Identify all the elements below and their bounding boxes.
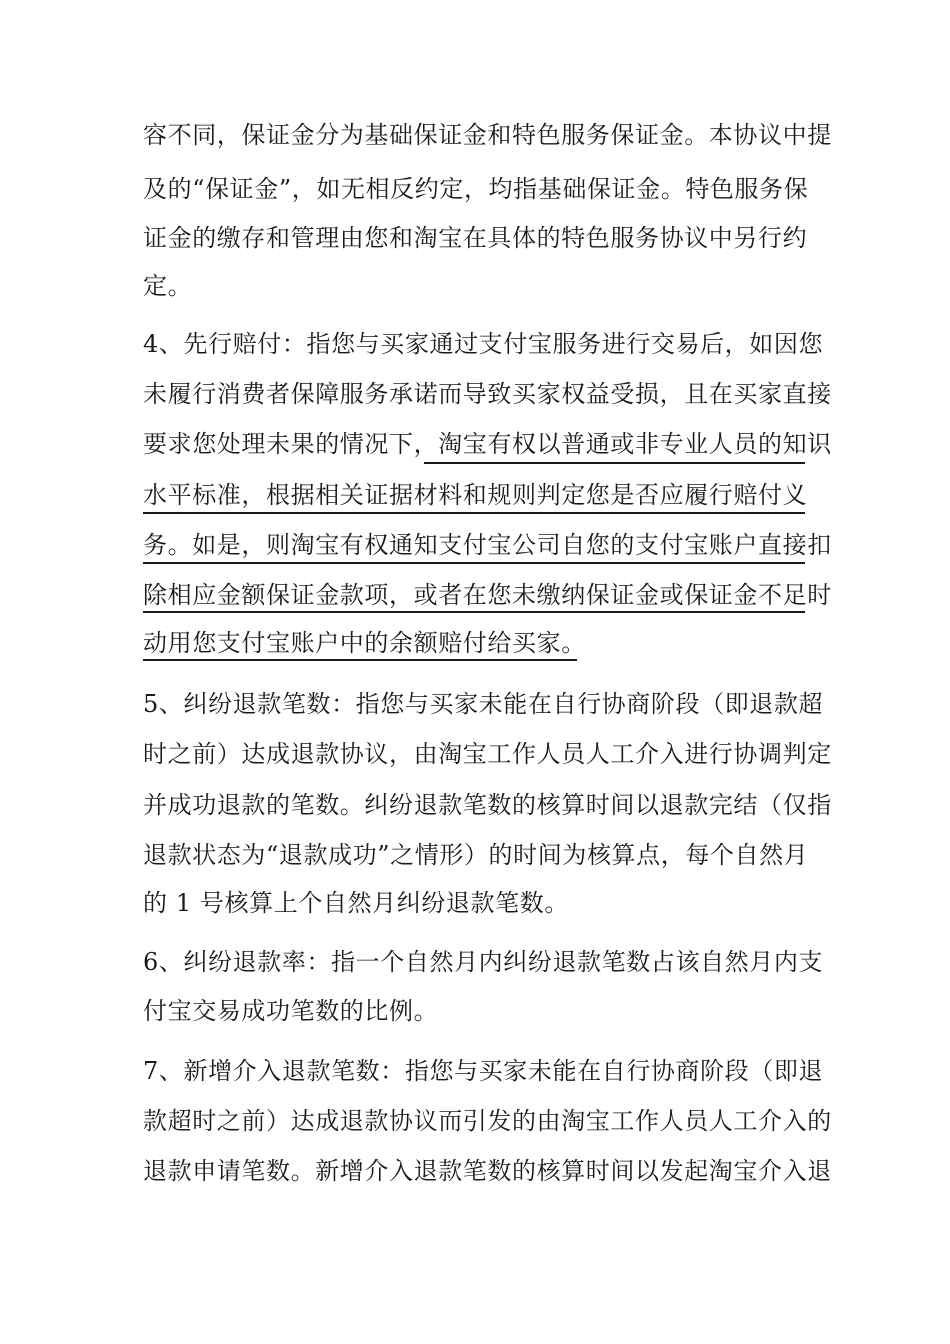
underline-rule bbox=[143, 659, 577, 661]
underline-rule bbox=[143, 512, 805, 514]
text-line: 及的“保证金”，如无相反约定，均指基础保证金。特色服务保 bbox=[143, 175, 809, 203]
text-line: 水平标准，根据相关证据材料和规则判定您是否应履行赔付义 bbox=[143, 481, 808, 509]
text-line: 要求您处理未果的情况下，淘宝有权以普通或非专业人员的知识 bbox=[143, 430, 832, 458]
text-line: 7、新增介入退款笔数：指您与买家未能在自行协商阶段（即退 bbox=[143, 1057, 824, 1085]
text-line: 证金的缴存和管理由您和淘宝在具体的特色服务协议中另行约 bbox=[143, 224, 808, 252]
underline-rule bbox=[424, 462, 805, 464]
text-line: 动用您支付宝账户中的余额赔付给买家。 bbox=[143, 629, 586, 657]
text-line: 付宝交易成功笔数的比例。 bbox=[143, 997, 439, 1025]
text-line: 4、先行赔付：指您与买家通过支付宝服务进行交易后，如因您 bbox=[143, 330, 824, 358]
underline-rule bbox=[143, 611, 805, 613]
text-line: 的 1 号核算上个自然月纠纷退款笔数。 bbox=[143, 889, 569, 917]
text-line: 退款申请笔数。新增介入退款笔数的核算时间以发起淘宝介入退 bbox=[143, 1157, 832, 1185]
text-line: 款超时之前）达成退款协议而引发的由淘宝工作人员人工介入的 bbox=[143, 1107, 832, 1135]
text-line: 6、纠纷退款率：指一个自然月内纠纷退款笔数占该自然月内支 bbox=[143, 948, 824, 976]
text-line: 并成功退款的笔数。纠纷退款笔数的核算时间以退款完结（仅指 bbox=[143, 791, 832, 819]
text-line: 退款状态为“退款成功”之情形）的时间为核算点，每个自然月 bbox=[143, 841, 809, 869]
text-line: 定。 bbox=[143, 272, 193, 300]
text-line: 未履行消费者保障服务承诺而导致买家权益受损，且在买家直接 bbox=[143, 380, 832, 408]
underline-rule bbox=[143, 562, 805, 564]
text-line: 时之前）达成退款协议，由淘宝工作人员人工介入进行协调判定 bbox=[143, 740, 832, 768]
text-line: 除相应金额保证金款项，或者在您未缴纳保证金或保证金不足时 bbox=[143, 581, 832, 609]
text-line: 务。如是，则淘宝有权通知支付宝公司自您的支付宝账户直接扣 bbox=[143, 531, 832, 559]
text-line: 容不同，保证金分为基础保证金和特色服务保证金。本协议中提 bbox=[143, 121, 832, 149]
text-line: 5、纠纷退款笔数：指您与买家未能在自行协商阶段（即退款超 bbox=[143, 690, 824, 718]
